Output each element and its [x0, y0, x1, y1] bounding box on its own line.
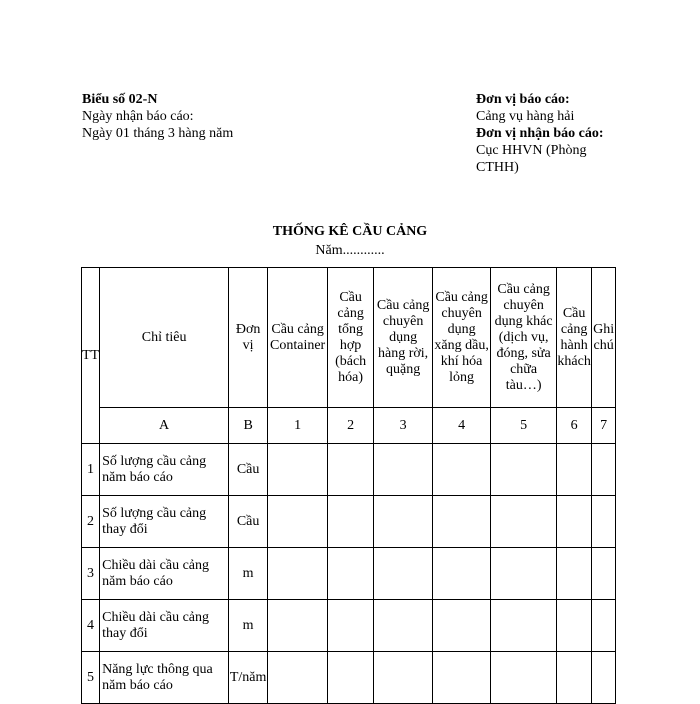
cell-empty: [374, 652, 433, 704]
cell-empty: [268, 444, 328, 496]
cell-empty: [592, 548, 616, 600]
cell-empty: [328, 496, 374, 548]
col-letter: A: [100, 408, 229, 444]
table-row: [82, 652, 616, 704]
row-number: 5: [82, 652, 100, 704]
cell-empty: [433, 600, 491, 652]
cell-empty: [433, 652, 491, 704]
col-header-general: Cầu cảng tổng hợp (bách hóa): [328, 268, 374, 408]
cell-empty: [433, 548, 491, 600]
berth-statistics-table: [81, 267, 616, 704]
cell-empty: [268, 600, 328, 652]
row-number: 1: [82, 444, 100, 496]
cell-empty: [491, 444, 557, 496]
receiving-unit-label: Đơn vị nhận báo cáo:: [476, 126, 604, 141]
cell-empty: [374, 600, 433, 652]
cell-empty: [328, 548, 374, 600]
reporting-unit: Cảng vụ hàng hải: [476, 109, 575, 124]
row-unit: T/năm: [229, 652, 268, 704]
column-letter-row: [82, 408, 616, 444]
cell-empty: [374, 548, 433, 600]
row-indicator: Số lượng cầu cảng năm báo cáo: [100, 444, 229, 496]
row-indicator: Chiều dài cầu cảng thay đổi: [100, 600, 229, 652]
cell-empty: [491, 496, 557, 548]
cell-empty: [592, 600, 616, 652]
row-unit: Cầu: [229, 496, 268, 548]
cell-empty: [557, 548, 592, 600]
cell-empty: [374, 444, 433, 496]
row-number: 4: [82, 600, 100, 652]
row-number: 3: [82, 548, 100, 600]
cell-empty: [433, 496, 491, 548]
table-row: [82, 548, 616, 600]
col-header-petroleum: Cầu cảng chuyên dụng xăng dầu, khí hóa lỏng: [433, 268, 491, 408]
year-line: Năm............: [315, 243, 385, 258]
table-row: [82, 444, 616, 496]
cell-empty: [557, 496, 592, 548]
cell-empty: [268, 652, 328, 704]
table-row: [82, 600, 616, 652]
cell-empty: [374, 496, 433, 548]
col-header-tt: TT: [82, 268, 100, 444]
document-title: THỐNG KÊ CẦU CẢNG: [272, 224, 428, 239]
header-left: [82, 91, 233, 142]
cell-empty: [268, 496, 328, 548]
cell-empty: [491, 548, 557, 600]
receiving-unit: Cục HHVN (Phòng CTHH): [476, 143, 587, 175]
table-row: [82, 496, 616, 548]
col-letter: 5: [491, 408, 557, 444]
row-indicator: Số lượng cầu cảng thay đổi: [100, 496, 229, 548]
received-date: Ngày 01 tháng 3 hàng năm: [82, 126, 234, 141]
col-letter: B: [229, 408, 268, 444]
col-letter: 3: [374, 408, 433, 444]
row-unit: m: [229, 600, 268, 652]
cell-empty: [592, 496, 616, 548]
col-letter: 7: [592, 408, 616, 444]
reporting-unit-label: Đơn vị báo cáo:: [476, 92, 570, 107]
row-indicator: Năng lực thông qua năm báo cáo: [100, 652, 229, 704]
cell-empty: [557, 652, 592, 704]
col-letter: 1: [268, 408, 328, 444]
col-header-indicator: Chỉ tiêu: [100, 268, 229, 408]
cell-empty: [268, 548, 328, 600]
col-header-other: Cầu cảng chuyên dụng khác (dịch vụ, đóng, sửa chữa tàu…): [491, 268, 557, 408]
col-header-notes: Ghi chú: [592, 268, 616, 408]
cell-empty: [491, 652, 557, 704]
cell-empty: [557, 444, 592, 496]
col-letter: 6: [557, 408, 592, 444]
header-right: [476, 91, 616, 176]
col-letter: 2: [328, 408, 374, 444]
cell-empty: [328, 652, 374, 704]
row-unit: m: [229, 548, 268, 600]
row-unit: Cầu: [229, 444, 268, 496]
cell-empty: [592, 652, 616, 704]
cell-empty: [592, 444, 616, 496]
row-number: 2: [82, 496, 100, 548]
col-letter: 4: [433, 408, 491, 444]
col-header-bulk: Cầu cảng chuyên dụng hàng rời, quặng: [374, 268, 433, 408]
col-header-container: Cầu cảng Container: [268, 268, 328, 408]
form-code: Biểu số 02-N: [82, 92, 158, 107]
received-label: Ngày nhận báo cáo:: [82, 109, 194, 124]
col-header-passenger: Cầu cảng hành khách: [557, 268, 592, 408]
row-indicator: Chiều dài cầu cảng năm báo cáo: [100, 548, 229, 600]
cell-empty: [491, 600, 557, 652]
header-row: [82, 268, 616, 408]
cell-empty: [328, 444, 374, 496]
cell-empty: [328, 600, 374, 652]
col-header-unit: Đơn vị: [229, 268, 268, 408]
cell-empty: [433, 444, 491, 496]
cell-empty: [557, 600, 592, 652]
